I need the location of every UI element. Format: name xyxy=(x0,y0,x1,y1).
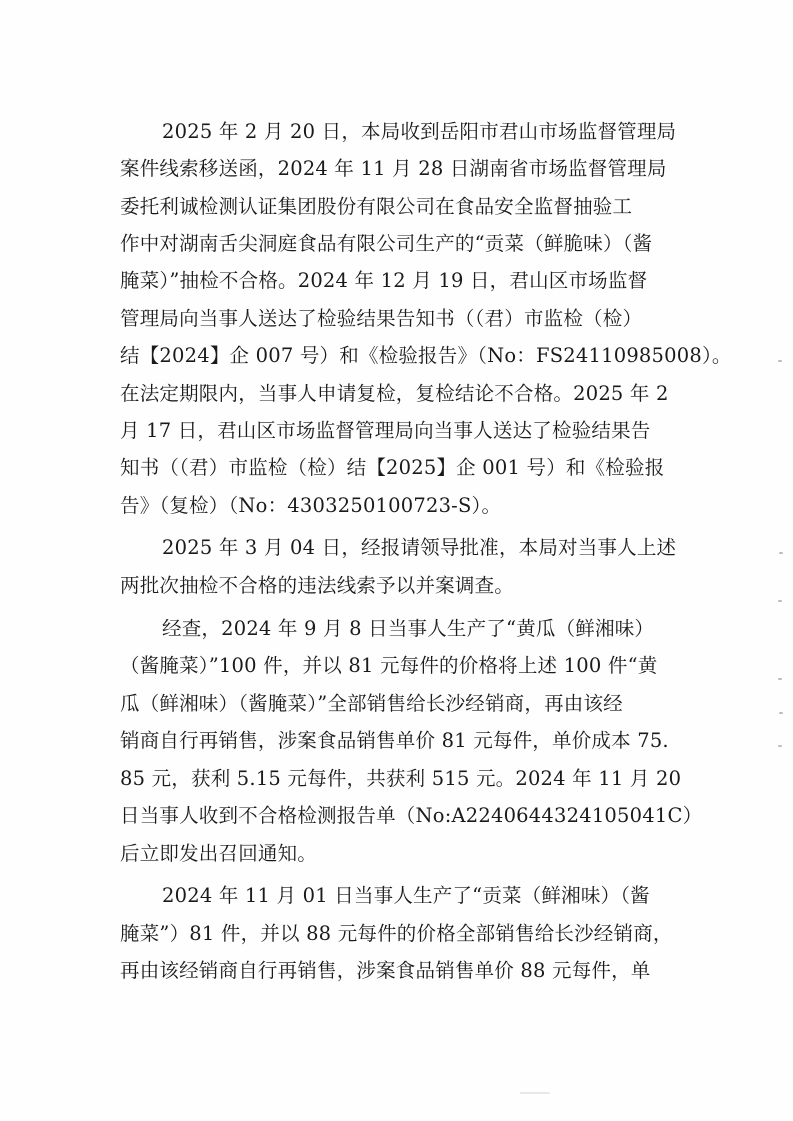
text-line-9: 月 17 日，君山区市场监督管理局向当事人送达了检验结果告 xyxy=(120,419,651,442)
scan-artifact xyxy=(779,712,783,714)
scan-artifact xyxy=(778,745,782,747)
text-line-22: 腌菜”）81 件，并以 88 元每件的价格全部销售给长沙经销商， xyxy=(120,922,673,945)
text-line-12: 2025 年 3 月 04 日，经报请领导批准，本局对当事人上述 xyxy=(162,536,677,559)
text-line-11: 告》（复检）（No：4303250100723-S）。 xyxy=(120,494,502,517)
text-line-18: 85 元，获利 5.15 元每件，共获利 515 元。2024 年 11 月 20 xyxy=(120,767,682,790)
text-line-21: 2024 年 11 月 01 日当事人生产了“贡菜（鲜湘味）（酱 xyxy=(162,884,650,907)
text-line-14: 经查，2024 年 9 月 8 日当事人生产了“黄瓜（鲜湘味） xyxy=(162,617,655,640)
text-line-7: 结【2024】企 007 号）和《检验报告》（No：FS24110985008）。 xyxy=(120,344,732,367)
text-line-5: 腌菜）”抽检不合格。2024 年 12 月 19 日，君山区市场监督 xyxy=(120,269,648,292)
text-line-15: （酱腌菜）”100 件，并以 81 元每件的价格将上述 100 件“黄 xyxy=(120,654,658,677)
text-line-2: 案件线索移送函，2024 年 11 月 28 日湖南省市场监督管理局 xyxy=(120,157,667,180)
text-line-6: 管理局向当事人送达了检验结果告知书（（君）市监检（检） xyxy=(120,307,643,330)
text-line-13: 两批次抽检不合格的违法线索予以并案调查。 xyxy=(120,574,515,597)
scan-artifact xyxy=(778,600,782,602)
text-line-10: 知书（（君）市监检（检）结【2025】企 001 号）和《检验报 xyxy=(120,456,665,479)
text-line-16: 瓜（鲜湘味）（酱腌菜）”全部销售给长沙经销商，再由该经 xyxy=(120,692,623,715)
text-line-17: 销商自行再销售，涉案食品销售单价 81 元每件，单价成本 75. xyxy=(120,729,669,752)
text-line-3: 委托利诚检测认证集团股份有限公司在食品安全监督抽验工 xyxy=(120,195,633,218)
text-line-8: 在法定期限内，当事人申请复检，复检结论不合格。2025 年 2 xyxy=(120,382,669,405)
scan-artifact xyxy=(778,360,782,362)
text-line-20: 后立即发出召回通知。 xyxy=(120,842,318,865)
text-line-19: 日当事人收到不合格检测报告单（No:A2240644324105041C） xyxy=(120,804,703,827)
scan-artifact xyxy=(520,1092,550,1094)
text-line-1: 2025 年 2 月 20 日，本局收到岳阳市君山市场监督管理局 xyxy=(162,120,677,143)
text-line-23: 再由该经销商自行再销售，涉案食品销售单价 88 元每件，单 xyxy=(120,959,651,982)
scan-artifact xyxy=(779,552,783,554)
text-line-4: 作中对湖南舌尖洞庭食品有限公司生产的“贡菜（鲜脆味）（酱 xyxy=(120,232,653,255)
scan-artifact xyxy=(778,678,782,680)
